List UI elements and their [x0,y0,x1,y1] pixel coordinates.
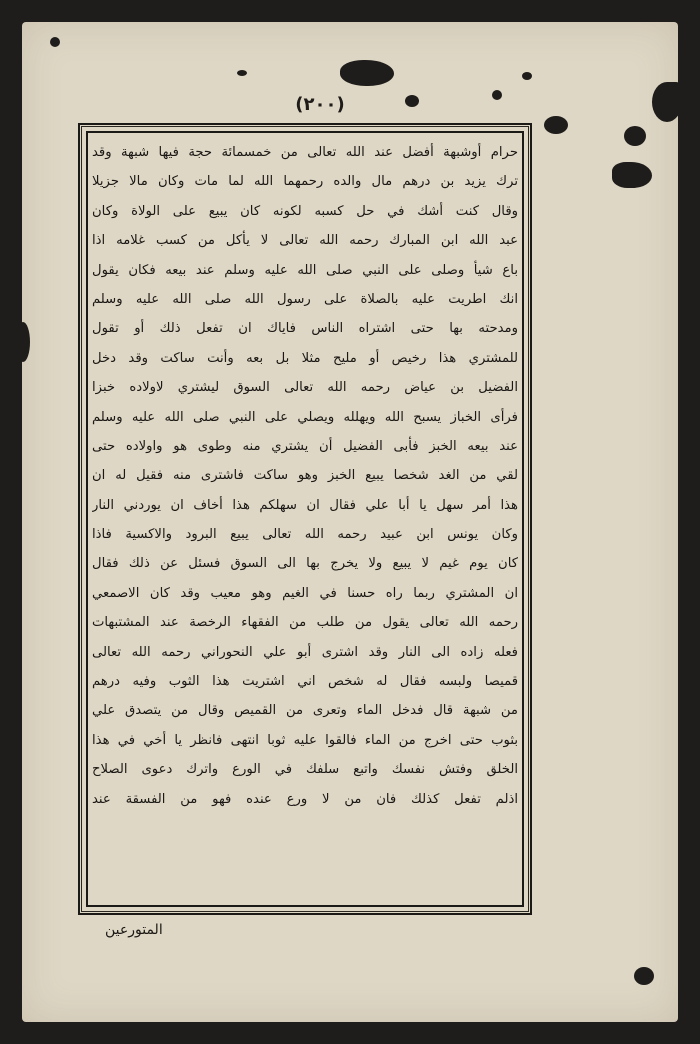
text-line: فعله زاده الى النار وقد اشترى أبو علي النحوراني رحمه الله تعالى [92,644,518,660]
ink-stain [544,116,568,134]
ink-stain [50,37,60,47]
text-line: بثوب حتى اخرج من الماء فالقوا عليه ثوبا انتهى فانظر يا أخي في هذا [92,732,518,748]
text-line: حرام أوشبهة أفضل عند الله تعالى من خمسمائة حجة فيها شبهة وقد [92,145,518,160]
text-line: ترك يزيد بن درهم مال والده رحمهما الله لما مات وكان مالا جزيلا [92,174,518,190]
text-line: رحمه الله تعالى يقول من طلب من الفقهاء الرخصة عند المشتبهات [92,615,518,631]
text-line: عبد الله ابن المبارك رحمه الله تعالى لا يأكل من كسب غلامه اذا [92,233,518,249]
ink-stain [634,967,654,985]
text-line: هذا أمر سهل يا أبا علي فقال ان سهلكم هذا أخاف ان يوردني النار [92,497,518,513]
ink-stain [624,126,646,146]
ink-stain [405,95,419,107]
catchword: المتورعين [105,922,163,938]
text-line: الخلق وفتش نفسك واتبع سلفك في الورع واترك دعوى الصلاح [92,762,518,778]
text-line: باع شيأ وصلى على النبي صلى الله عليه وسلم عند بيعه فكان يقول [92,262,518,278]
ink-stain [340,60,394,86]
text-line: عند بيعه الخبز فأبى الفضيل أن يشتري منه وطوى هو واولاده حتى [92,438,518,454]
ink-stain [612,162,652,188]
text-line: وكان يونس ابن عبيد رحمه الله تعالى يبيع البرود والاكسية فاذا [92,527,518,543]
text-line: اذلم تفعل كذلك فان من لا ورع عنده فهو من الفسقة عند [92,791,518,807]
ink-stain [522,72,532,80]
text-line: للمشتري هذا رخيص أو مليح مثلا بل بعه وأنت ساكت وقد دخل [92,350,518,366]
ink-stain [237,70,247,76]
text-line: قميصا ولبسه فقال له شخص اني اشتريت هذا الثوب وفيه درهم [92,674,518,690]
text-line: ومدحته بها حتى اشتراه الناس فاياك ان تفعل ذلك أو تقول [92,321,518,337]
ink-stain [492,90,502,100]
text-line: انك اطريت عليه بالصلاة على رسول الله صلى الله عليه وسلم [92,291,518,307]
ink-stain [22,322,30,362]
text-line: كان يوم غيم لا يبيع ولا يخرج بها الى السوق فسئل عن ذلك فقال [92,556,518,572]
text-line: لقي من الغد شخصا يبيع الخبز وهو ساكت فاشترى منه فقيل له ان [92,468,518,484]
text-line: فرأى الخباز يسبح الله ويهلله ويصلي على النبي صلى الله عليه وسلم [92,409,518,425]
page-number: (٢٠٠) [295,94,345,115]
text-line: من شبهة قال فدخل الماء وتعرى من القميص وقال من يتصدق علي [92,703,518,719]
ink-stain [652,82,678,122]
text-line: وقال كنت أشك في حل كسبه لكونه كان يبيع على الولاة وكان [92,203,518,219]
text-line: الفضيل بن عياض رحمه الله تعالى السوق ليشتري لاولاده خبزا [92,380,518,396]
body-text [92,138,518,902]
text-line: ان المشتري ربما راه حسنا في الغيم وهو معيب وقد كان الاصمعي [92,585,518,601]
